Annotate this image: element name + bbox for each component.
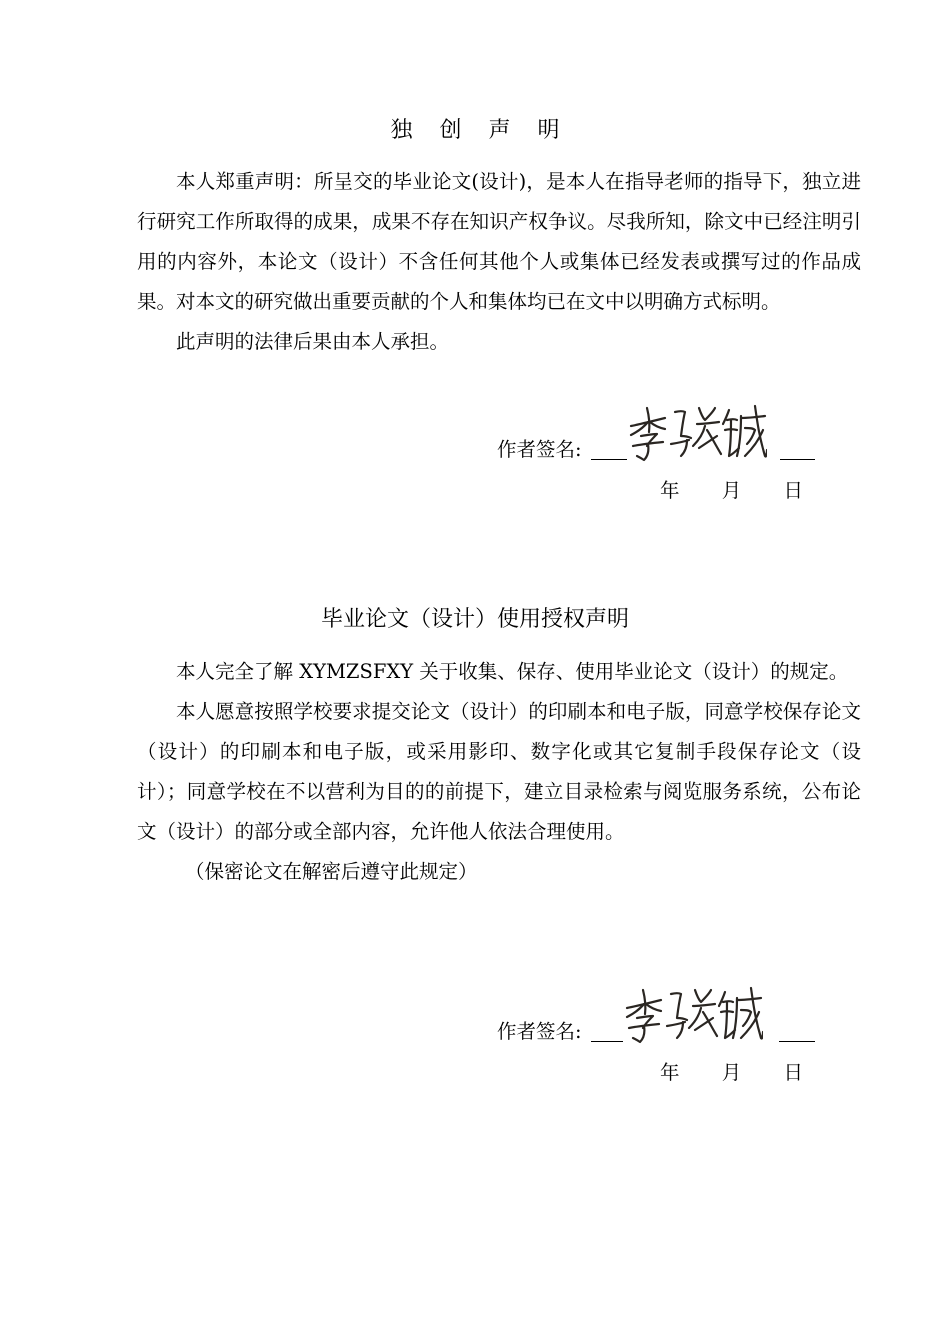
authorization-date-row bbox=[660, 1061, 803, 1085]
confidentiality-note: （保密论文在解密后遵守此规定） bbox=[185, 860, 478, 883]
date-month-label: 月 bbox=[721, 479, 742, 502]
handwritten-signature bbox=[623, 982, 763, 1046]
date-day-label: 日 bbox=[783, 1061, 803, 1084]
originality-declaration-body bbox=[137, 162, 861, 362]
signature-underline-left bbox=[591, 459, 627, 460]
date-day-label: 日 bbox=[783, 479, 803, 502]
signature-underline-right bbox=[780, 459, 815, 460]
originality-signature-row bbox=[497, 400, 827, 466]
authorization-paragraph-2: 本人愿意按照学校要求提交论文（设计）的印刷本和电子版，同意学校保存论文（设计）的印刷本和电子版，或采用影印、数字化或其它复制手段保存论文（设计）；同意学校在不以营利为目的的前提下，建立目录检索与阅览服务系统，公布论文（设计）的部分或全部内容，允许他人依法合理使用。 bbox=[137, 700, 861, 843]
signature-underline-left bbox=[591, 1041, 623, 1042]
authorization-signature-row bbox=[497, 982, 827, 1048]
signature-underline-right bbox=[779, 1041, 815, 1042]
authorization-declaration-title: 毕业论文（设计）使用授权声明 bbox=[320, 607, 629, 632]
originality-paragraph-1: 本人郑重声明：所呈交的毕业论文(设计)，是本人在指导老师的指导下，独立进行研究工作所取得的成果，成果不存在知识产权争议。尽我所知，除文中已经注明引用的内容外，本论文（设计）不含任何其他个人或集体已经发表或撰写过的作品成果。对本文的研究做出重要贡献的个人和集体均已在文中以明确方式标明。 bbox=[137, 170, 861, 313]
signature-label: 作者签名: bbox=[497, 1020, 582, 1043]
authorization-declaration-body bbox=[137, 652, 861, 892]
handwritten-signature bbox=[627, 400, 767, 464]
date-year-label: 年 bbox=[660, 479, 680, 502]
signature-label: 作者签名: bbox=[497, 438, 582, 461]
date-year-label: 年 bbox=[660, 1061, 680, 1084]
originality-paragraph-2: 此声明的法律后果由本人承担。 bbox=[176, 330, 450, 353]
date-month-label: 月 bbox=[721, 1061, 742, 1084]
authorization-paragraph-1: 本人完全了解 XYMZSFXY 关于收集、保存、使用毕业论文（设计）的规定。 bbox=[176, 660, 849, 683]
originality-date-row bbox=[660, 479, 803, 503]
originality-declaration-title: 独 创 声 明 bbox=[390, 118, 570, 143]
